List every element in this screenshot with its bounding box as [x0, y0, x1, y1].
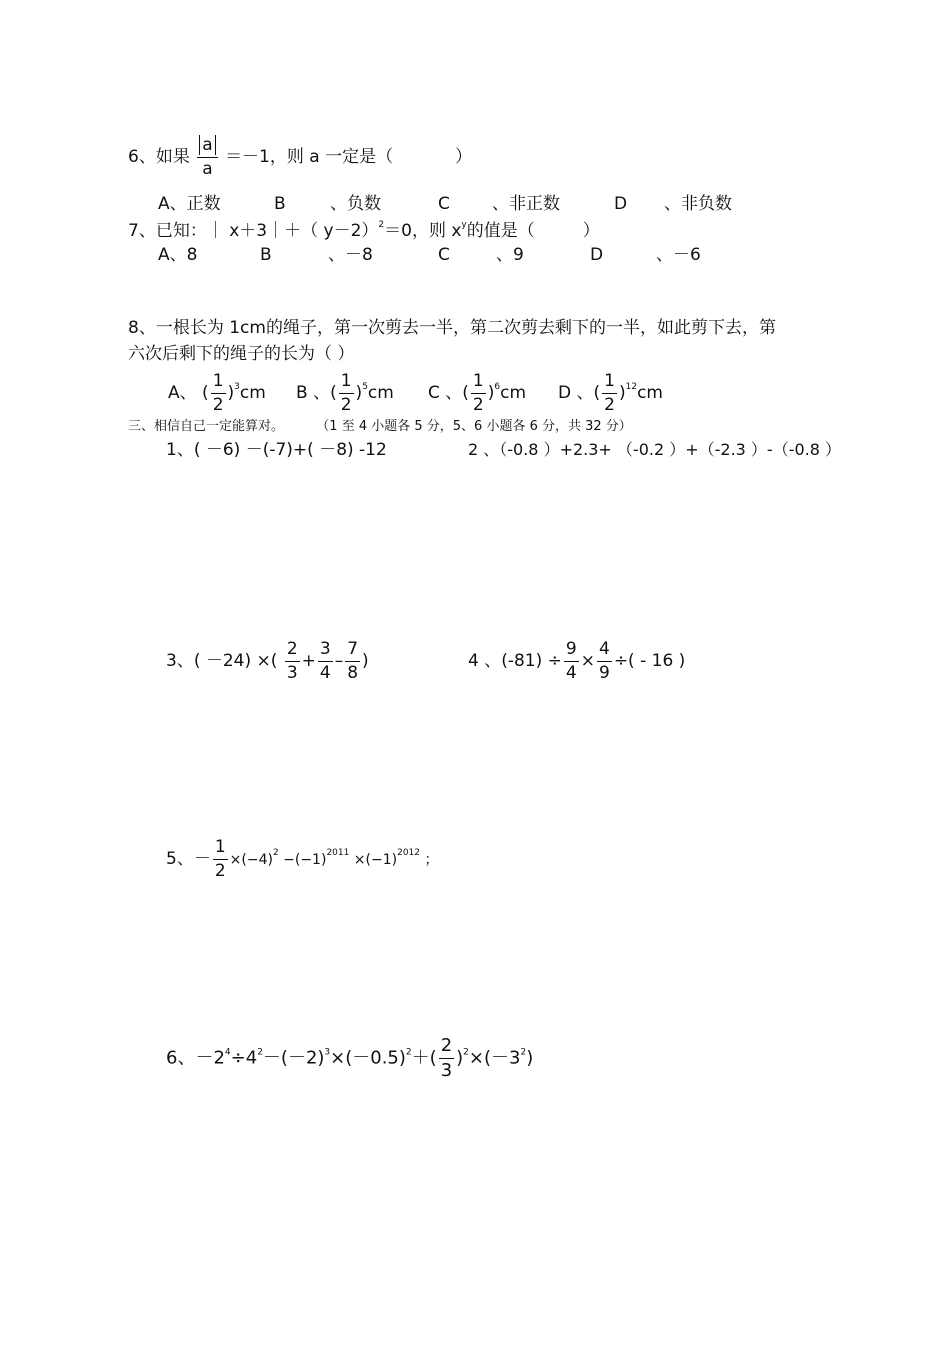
problem-5: 5、－ $\frac{1}{2}$ $\times(-4)^2 -(-1)^{2011} \times(-1)^{2012}$ ；	[166, 837, 439, 881]
problem-2: 2 、（-0.8 ）+2.3+ （-0.2 ）+（-2.3 ）-（-0.8 ）	[468, 440, 842, 459]
q8-line1: 8、一根长为 1cm的绳子，第一次剪去一半，第二次剪去剩下的一半，如此剪下去，第	[128, 318, 776, 338]
question-7	[128, 221, 600, 240]
q6-prefix: 如果	[155, 147, 190, 168]
q7-option-a: A、8	[158, 245, 198, 265]
q7-option-c-text: 、9	[496, 245, 524, 265]
q7-option-c-letter: C	[438, 245, 450, 265]
section-3-heading	[128, 420, 632, 433]
q6-option-c-letter: C	[438, 194, 450, 214]
q6-close: ）	[455, 147, 473, 168]
q6-frac-num: a	[199, 135, 215, 155]
section-3-note: （1 至 4 小题各 5 分，5、6 小题各 6 分，共 32 分）	[316, 419, 632, 434]
q7-option-b-text: 、－8	[328, 245, 373, 265]
q6-suffix: ＝－1，则 a 一定是（	[225, 147, 394, 168]
q8-option-a: A、 ( $\frac{1}{2}$ )$^3$cm	[168, 371, 266, 415]
section-3-title: 三、相信自己一定能算对。	[128, 419, 285, 434]
q6-option-b-text: 、负数	[330, 194, 381, 214]
q6-number: 6、	[128, 147, 156, 168]
question-6	[128, 136, 472, 178]
q7-option-d-text: 、－6	[656, 245, 701, 265]
problem-3: 3、( －24) ×( $\frac{2}{3}$ + $\frac{3}{4}$ – $\frac{7}{8}$ )	[166, 639, 369, 683]
problem-1: 1、( －6) －(-7)+( －8) -12	[166, 440, 387, 460]
q7-number: 7、	[128, 221, 156, 241]
q8-half-fraction: $\frac{1}{2}$	[212, 371, 224, 415]
q6-frac-den: a	[202, 158, 213, 179]
q6-option-a: A、正数	[158, 194, 221, 214]
q8-line2: 六次后剩下的绳子的长为（ ）	[128, 344, 355, 364]
q7-part3: 的值是（	[466, 221, 535, 241]
q7-option-b-letter: B	[260, 245, 272, 265]
q6-option-b-letter: B	[274, 194, 286, 214]
problem-6: 6、$-2^4\div 4^2-(-2)^3\times(-0.5)^2+$( $\frac{2}{3}$ )$^2\times(-3^2)$	[166, 1035, 534, 1081]
q8-option-c: C 、( $\frac{1}{2}$ )$^6$cm	[428, 371, 527, 415]
q6-option-d-letter: D	[614, 194, 628, 214]
q8-options	[168, 372, 663, 414]
q8-option-d: D 、( $\frac{1}{2}$ )$^{12}$cm	[558, 371, 663, 415]
q6-fraction	[197, 136, 217, 178]
q7-option-d-letter: D	[590, 245, 604, 265]
q6-option-d-text: 、非负数	[664, 194, 732, 214]
problem-4: 4 、(-81) ÷ $\frac{9}{4}$ × $\frac{4}{9}$ ÷( - 16 )	[468, 639, 686, 683]
q7-sup2: 2	[378, 220, 385, 230]
q7-part1: 已知：｜ x＋3｜＋（ y－2）	[155, 221, 379, 241]
q6-option-c-text: 、非正数	[492, 194, 560, 214]
q8-option-b: B 、( $\frac{1}{2}$ )$^5$cm	[296, 371, 394, 415]
q7-supy: y	[461, 220, 467, 230]
q7-part2: ＝0，则 x	[384, 221, 462, 241]
q7-close: ）	[582, 221, 600, 241]
